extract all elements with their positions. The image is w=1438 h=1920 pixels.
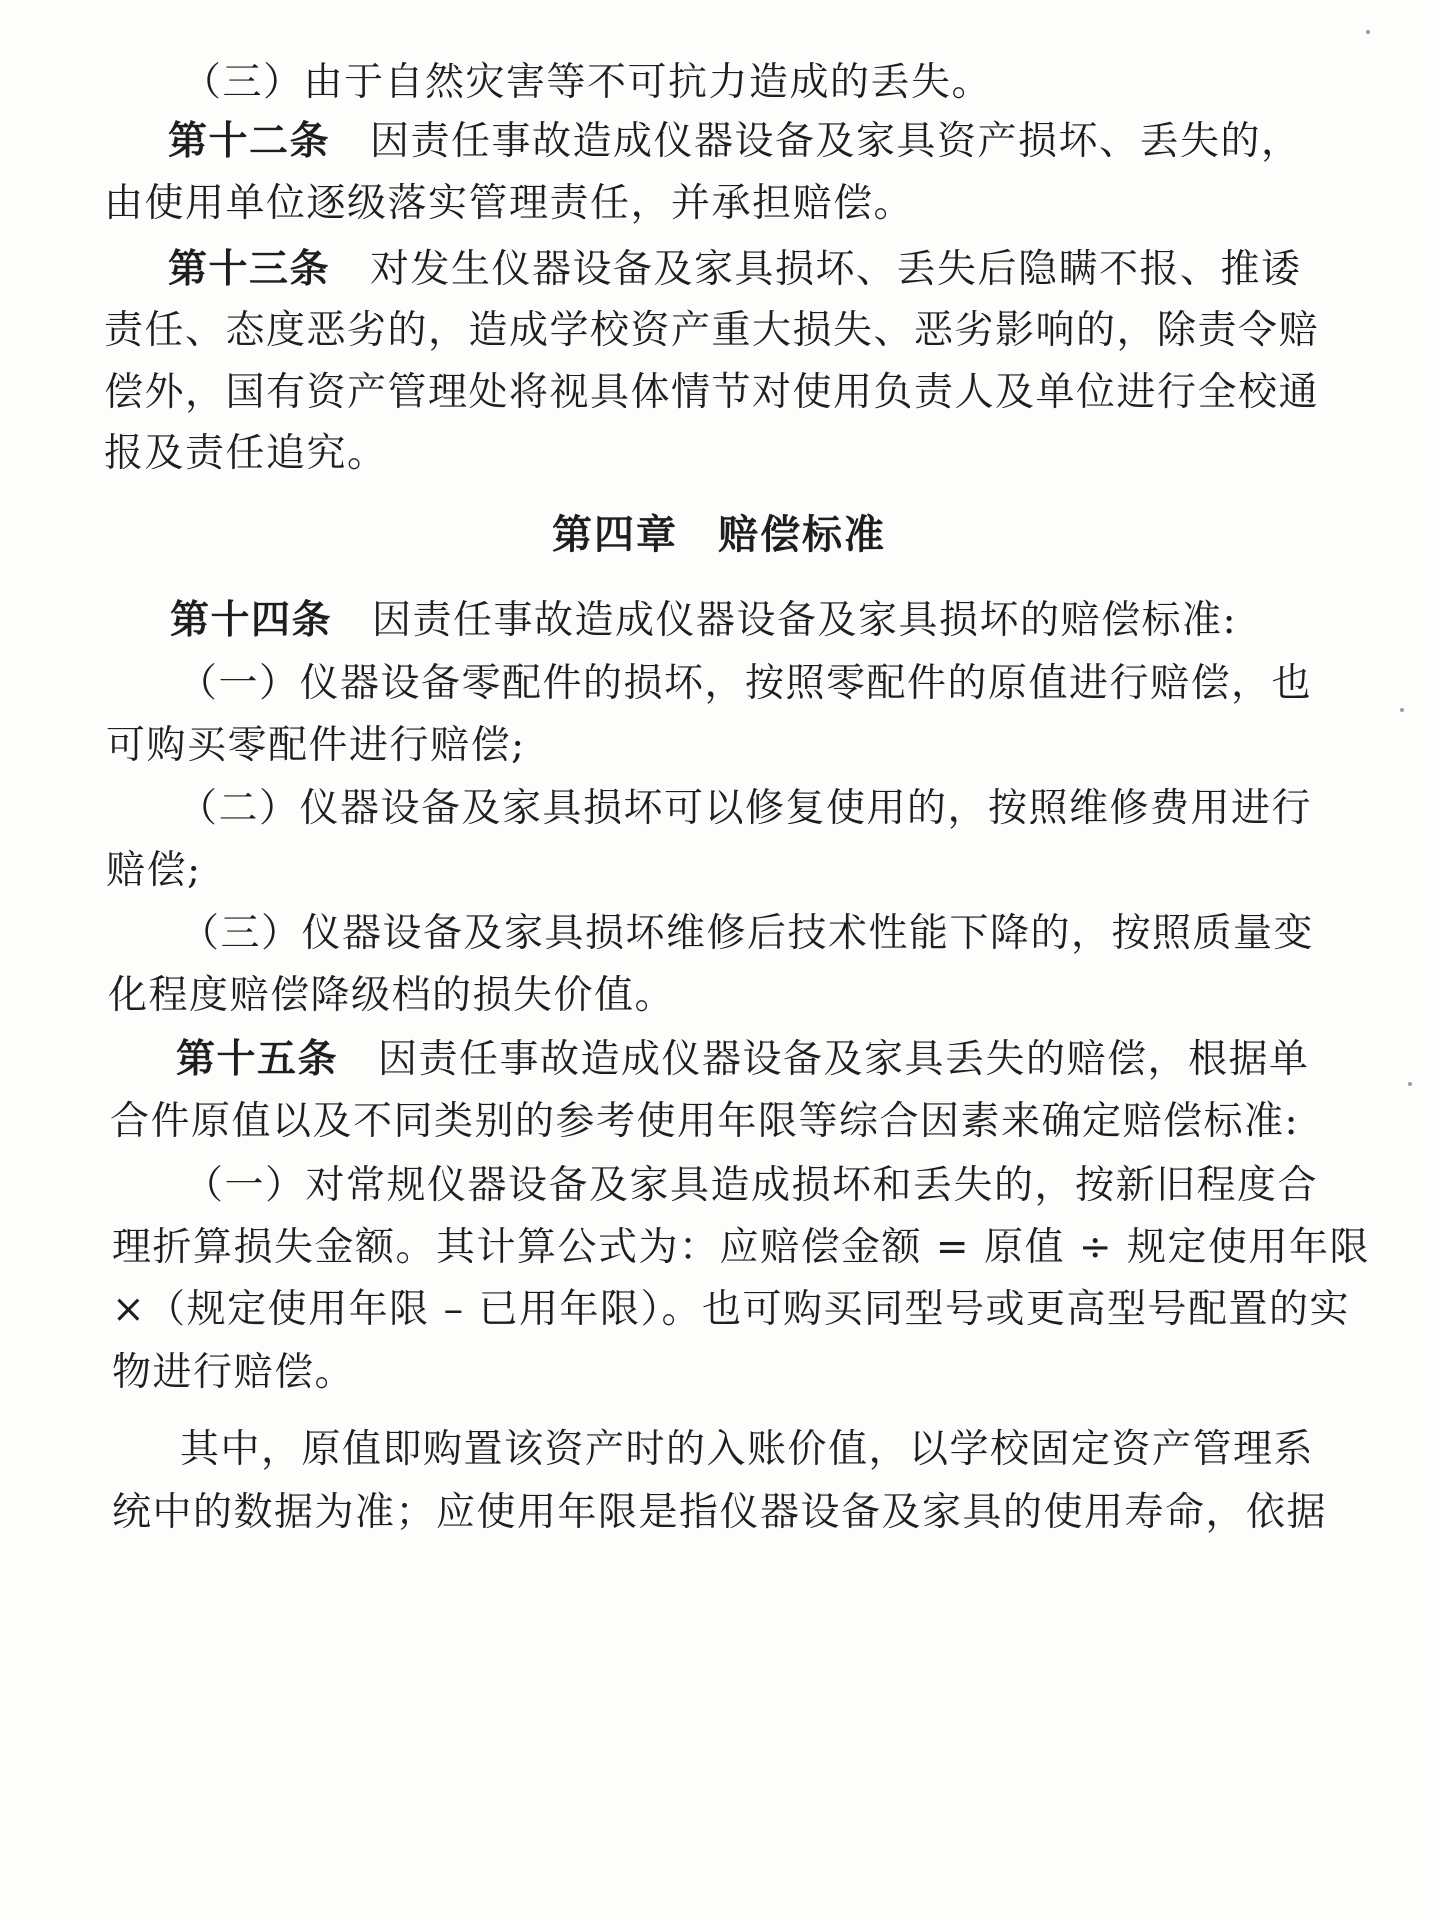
article-13-line-3: 偿外，国有资产管理处将视具体情节对使用负责人及单位进行全校通 <box>104 370 1320 415</box>
article-14-item-3-line-1: （三）仪器设备及家具损坏维修后技术性能下降的，按照质量变 <box>180 911 1315 956</box>
article-15-line-1 <box>176 1035 1310 1084</box>
scan-speck <box>1366 30 1370 34</box>
article-14-item-2-line-1: （二）仪器设备及家具损坏可以修复使用的，按照维修费用进行 <box>178 786 1313 831</box>
article-14-text: 因责任事故造成仪器设备及家具损坏的赔偿标准: <box>372 598 1238 643</box>
scan-speck <box>1400 708 1404 712</box>
article-14-label: 第十四条 <box>170 597 333 643</box>
article-12-text: 因责任事故造成仪器设备及家具资产损坏、丢失的， <box>370 119 1302 164</box>
article-15-item-1-line-4: 物进行赔偿。 <box>112 1350 356 1395</box>
article-13-line-1 <box>168 245 1302 294</box>
article-15-item-1-line-2: 理折算损失金额。其计算公式为：应赔偿金额 = 原值 ÷ 规定使用年限 <box>112 1225 1370 1270</box>
article-14-item-1-line-1: （一）仪器设备零配件的损坏，按照零配件的原值进行赔偿，也 <box>178 661 1313 706</box>
article-12-label: 第十二条 <box>168 118 331 164</box>
article-15-line-2: 合件原值以及不同类别的参考使用年限等综合因素来确定赔偿标准: <box>110 1099 1300 1144</box>
article-15-note-line-2: 统中的数据为准；应使用年限是指仪器设备及家具的使用寿命，依据 <box>112 1490 1328 1535</box>
article-15-text: 因责任事故造成仪器设备及家具丢失的赔偿，根据单 <box>378 1037 1310 1082</box>
article-14-item-3-line-2: 化程度赔偿降级档的损失价值。 <box>108 973 676 1018</box>
article-13-line-2: 责任、态度恶劣的，造成学校资产重大损失、恶劣影响的，除责令赔 <box>104 308 1320 353</box>
chapter-heading <box>0 510 1438 560</box>
article-14-item-1-line-2: 可购买零配件进行赔偿; <box>106 723 526 768</box>
article-13-line-4: 报及责任追究。 <box>104 431 388 476</box>
clause-line: （三）由于自然灾害等不可抗力造成的丢失。 <box>182 60 993 105</box>
article-14-item-2-line-2: 赔偿; <box>106 848 202 893</box>
article-13-label: 第十三条 <box>168 246 331 292</box>
article-15-item-1-line-1: （一）对常规仪器设备及家具造成损坏和丢失的，按新旧程度合 <box>184 1163 1319 1208</box>
article-15-note-line-1: 其中，原值即购置该资产时的入账价值，以学校固定资产管理系 <box>180 1427 1315 1472</box>
article-13-text: 对发生仪器设备及家具损坏、丢失后隐瞒不报、推诿 <box>370 247 1302 292</box>
article-15-label: 第十五条 <box>176 1036 339 1082</box>
article-15-item-1-line-3: ×（规定使用年限 – 已用年限）。也可购买同型号或更高型号配置的实 <box>112 1287 1350 1332</box>
article-14-line-1 <box>170 596 1237 645</box>
chapter-number: 第四章 <box>552 511 678 558</box>
article-12-line-1 <box>168 117 1302 166</box>
scan-speck <box>1408 1082 1412 1086</box>
article-12-line-2: 由使用单位逐级落实管理责任，并承担赔偿。 <box>104 181 915 226</box>
chapter-title: 赔偿标准 <box>718 511 886 558</box>
